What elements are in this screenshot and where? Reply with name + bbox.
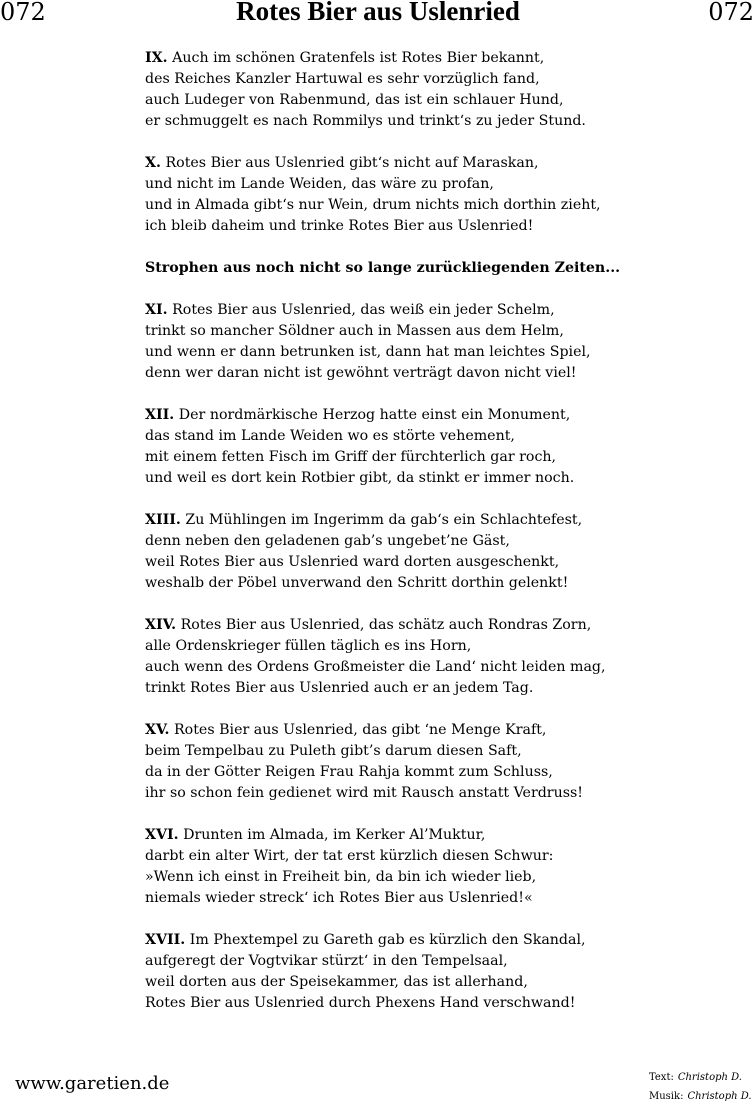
credit-music-label: Musik:	[649, 1091, 684, 1102]
credit-text-author: Christoph D.	[677, 1072, 742, 1083]
stanza-line-text: Der nordmärkische Herzog hatte einst ein Monument,	[178, 407, 571, 423]
stanza-line-text: auch Ludeger von Rabenmund, das ist ein schlauer Hund,	[145, 92, 564, 108]
stanza-line	[145, 678, 750, 699]
website-link[interactable]: www.garetien.de	[15, 1073, 170, 1094]
stanza-line	[145, 405, 750, 426]
stanza-line-text: mit einem fetten Fisch im Griff der fürchterlich gar roch,	[145, 449, 557, 465]
stanza-number: XI.	[145, 302, 168, 318]
stanza-line	[145, 573, 750, 594]
credit-text	[649, 1068, 752, 1087]
stanza	[145, 48, 750, 132]
stanza-number: X.	[145, 155, 161, 171]
stanza-line-text: Drunten im Almada, im Kerker Al’Muktur,	[183, 827, 486, 843]
stanza-line-text: trinkt Rotes Bier aus Uslenried auch er an jedem Tag.	[145, 680, 534, 696]
stanza-line	[145, 825, 750, 846]
stanza-line-text: Auch im schönen Gratenfels ist Rotes Bier bekannt,	[172, 50, 545, 66]
stanza-line-text: des Reiches Kanzler Hartuwal es sehr vorzüglich fand,	[145, 71, 540, 87]
stanza	[145, 405, 750, 489]
stanza-line	[145, 342, 750, 363]
stanza-line	[145, 993, 750, 1014]
stanza-line-text: beim Tempelbau zu Puleth gibt’s darum diesen Saft,	[145, 743, 522, 759]
stanza-number: XVII.	[145, 932, 186, 948]
stanza-line-text: Rotes Bier aus Uslenried, das schätz auch Rondras Zorn,	[180, 617, 592, 633]
stanza-line	[145, 321, 750, 342]
page-number-left: 072	[0, 0, 46, 26]
stanza-line-text: darbt ein alter Wirt, der tat erst kürzlich diesen Schwur:	[145, 848, 554, 864]
stanza-line	[145, 762, 750, 783]
stanza	[145, 153, 750, 237]
credit-music	[649, 1087, 752, 1106]
stanza-line-text: da in der Götter Reigen Frau Rahja kommt zum Schluss,	[145, 764, 553, 780]
stanza-line-text: und in Almada gibt‘s nur Wein, drum nichts mich dorthin zieht,	[145, 197, 601, 213]
stanza-line	[145, 720, 750, 741]
stanza-line-text: aufgeregt der Vogtvikar stürzt‘ in den Tempelsaal,	[145, 953, 508, 969]
stanza-line-text: ich bleib daheim und trinke Rotes Bier aus Uslenried!	[145, 218, 534, 234]
stanza-line-text: ihr so schon fein gedienet wird mit Rausch anstatt Verdruss!	[145, 785, 583, 801]
stanza-line	[145, 867, 750, 888]
stanza-line-text: weil Rotes Bier aus Uslenried ward dorten ausgeschenkt,	[145, 554, 560, 570]
stanza-line	[145, 216, 750, 237]
stanza-line	[145, 69, 750, 90]
stanza-line	[145, 657, 750, 678]
stanza-line	[145, 888, 750, 909]
stanza-number: XIII.	[145, 512, 181, 528]
stanza-line	[145, 552, 750, 573]
stanza-line-text: er schmuggelt es nach Rommilys und trinkt‘s zu jeder Stund.	[145, 113, 586, 129]
stanza-number: XVI.	[145, 827, 179, 843]
section-heading: Strophen aus noch nicht so lange zurückliegenden Zeiten...	[145, 260, 621, 276]
stanza-line	[145, 300, 750, 321]
stanza-line-text: »Wenn ich einst in Freiheit bin, da bin ich wieder lieb,	[145, 869, 537, 885]
stanza-number: XII.	[145, 407, 175, 423]
stanza	[145, 930, 750, 1014]
stanza-group-recent	[145, 300, 750, 1014]
stanza	[145, 510, 750, 594]
stanza-line	[145, 615, 750, 636]
stanza-line	[145, 195, 750, 216]
stanza-line-text: Im Phextempel zu Gareth gab es kürzlich den Skandal,	[189, 932, 586, 948]
stanza-number: IX.	[145, 50, 168, 66]
stanza-line	[145, 174, 750, 195]
stanza-line-text: Rotes Bier aus Uslenried durch Phexens Hand verschwand!	[145, 995, 576, 1011]
stanza-line-text: das stand im Lande Weiden wo es störte vehement,	[145, 428, 515, 444]
stanza-line-text: niemals wieder streck‘ ich Rotes Bier aus Uslenried!«	[145, 890, 533, 906]
stanza-line-text: weshalb der Pöbel unverwand den Schritt dorthin gelenkt!	[145, 575, 569, 591]
stanza-line	[145, 447, 750, 468]
stanza-line-text: und weil es dort kein Rotbier gibt, da stinkt er immer noch.	[145, 470, 575, 486]
stanza-line	[145, 111, 750, 132]
stanza-line	[145, 972, 750, 993]
song-text	[145, 48, 750, 1035]
stanza-line	[145, 468, 750, 489]
stanza-number: XIV.	[145, 617, 177, 633]
stanza	[145, 300, 750, 384]
stanza-line	[145, 363, 750, 384]
stanza-line	[145, 153, 750, 174]
stanza-line-text: und nicht im Lande Weiden, das wäre zu profan,	[145, 176, 494, 192]
stanza-line-text: Rotes Bier aus Uslenried, das weiß ein jeder Schelm,	[172, 302, 555, 318]
stanza-line	[145, 951, 750, 972]
stanza-line-text: Rotes Bier aus Uslenried gibt‘s nicht auf Maraskan,	[165, 155, 539, 171]
stanza-line-text: und wenn er dann betrunken ist, dann hat man leichtes Spiel,	[145, 344, 591, 360]
stanza-line	[145, 636, 750, 657]
stanza-line-text: denn wer daran nicht ist gewöhnt verträgt davon nicht viel!	[145, 365, 577, 381]
stanza-line-text: trinkt so mancher Söldner auch in Massen aus dem Helm,	[145, 323, 564, 339]
credit-music-author: Christoph D.	[687, 1091, 752, 1102]
stanza	[145, 720, 750, 804]
page-number-right: 072	[708, 0, 754, 26]
stanza	[145, 615, 750, 699]
stanza-line	[145, 510, 750, 531]
stanza-line	[145, 90, 750, 111]
stanza-number: XV.	[145, 722, 170, 738]
stanza-line	[145, 741, 750, 762]
stanza-line-text: alle Ordenskrieger füllen täglich es ins Horn,	[145, 638, 472, 654]
stanza-line-text: Rotes Bier aus Uslenried, das gibt ‘ne Menge Kraft,	[174, 722, 547, 738]
stanza-line-text: auch wenn des Ordens Großmeister die Land‘ nicht leiden mag,	[145, 659, 606, 675]
stanza-line	[145, 426, 750, 447]
stanza	[145, 825, 750, 909]
stanza-line	[145, 531, 750, 552]
credit-text-label: Text:	[649, 1072, 674, 1083]
stanza-line	[145, 846, 750, 867]
stanza-group-old	[145, 48, 750, 237]
stanza-line-text: denn neben den geladenen gab’s ungebet’ne Gäst,	[145, 533, 510, 549]
stanza-line	[145, 930, 750, 951]
page-title: Rotes Bier aus Uslenried	[236, 0, 520, 26]
stanza-line-text: Zu Mühlingen im Ingerimm da gab‘s ein Schlachtefest,	[185, 512, 583, 528]
stanza-line-text: weil dorten aus der Speisekammer, das ist allerhand,	[145, 974, 528, 990]
credits	[649, 1068, 752, 1106]
stanza-line	[145, 783, 750, 804]
stanza-line	[145, 48, 750, 69]
